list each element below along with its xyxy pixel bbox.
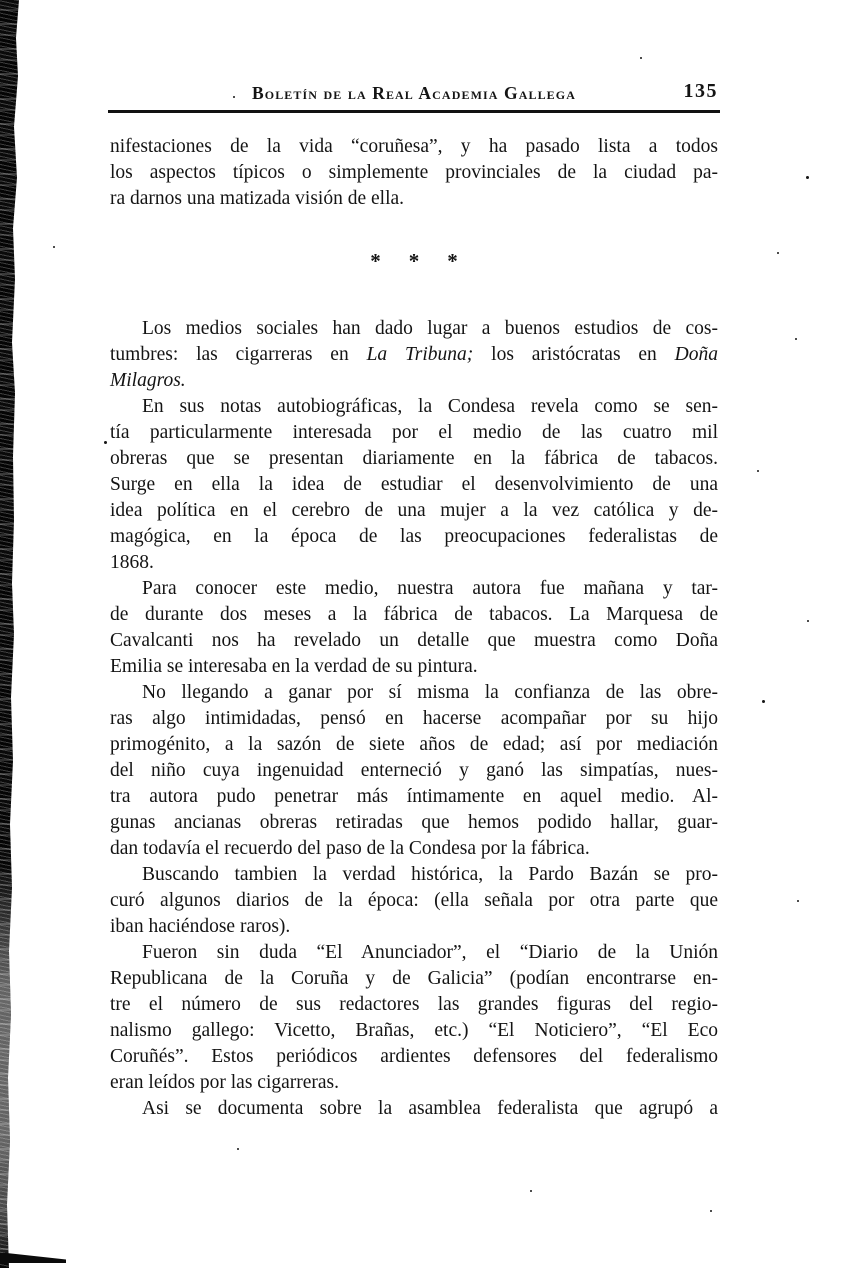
paragraph (110, 940, 718, 1096)
scan-speck (530, 1190, 532, 1192)
text-line: ra darnos una matizada visión de ella. (110, 188, 405, 209)
scan-speck (806, 176, 809, 179)
text-line: tre el número de sus redactores las grandes figuras del regio- (110, 994, 718, 1015)
text-line: En sus notas autobiográficas, la Condesa revela como se sen- (142, 396, 718, 417)
text-line: Fueron sin duda “El Anunciador”, el “Diario de la Unión (142, 942, 718, 963)
text-line: tumbres: las cigarreras en La Tribuna; los aristócratas en Doña (110, 344, 718, 365)
text-line: primogénito, a la sazón de siete años de edad; así por mediación (110, 734, 718, 755)
text-line: 1868. (110, 552, 154, 573)
italic-text: Doña (674, 344, 718, 365)
text-line: del niño cuya ingenuidad enterneció y ganó las simpatías, nues- (110, 760, 718, 781)
italic-text: La Tribuna; (366, 344, 474, 365)
text-line: Buscando tambien la verdad histórica, la Pardo Bazán se pro- (142, 864, 718, 885)
scan-speck (797, 900, 799, 902)
text-line: obreras que se presentan diariamente en la fábrica de tabacos. (110, 448, 718, 469)
scan-speck (795, 338, 797, 340)
text-block (110, 134, 718, 1122)
paragraph (110, 316, 718, 394)
book-gutter-shadow (0, 0, 20, 1268)
text-line: curó algunos diarios de la época: (ella señala por otra parte que (110, 890, 718, 911)
scan-speck (762, 700, 765, 703)
journal-title: Boletín de la Real Academia Gallega (251, 83, 576, 103)
paragraph (110, 862, 718, 940)
book-gutter-foot-mark (0, 1253, 66, 1263)
page-number: 135 (683, 80, 718, 102)
paragraph (110, 134, 718, 212)
scan-speck (233, 96, 235, 98)
scan-speck (710, 1210, 712, 1212)
text-line: eran leídos por las cigarreras. (110, 1072, 340, 1093)
text-line: magógica, en la época de las preocupaciones federalistas de (110, 526, 718, 547)
header-rule (108, 110, 720, 113)
text-line: los aspectos típicos o simplemente provinciales de la ciudad pa- (110, 162, 718, 183)
text-line: ras algo intimidadas, pensó en hacerse acompañar por su hijo (110, 708, 718, 729)
text-line: Asi se documenta sobre la asamblea federalista que agrupó a (142, 1098, 718, 1119)
paragraph (110, 576, 718, 680)
section-separator (110, 248, 718, 274)
text-line: dan todavía el recuerdo del paso de la Condesa por la fábrica. (110, 838, 590, 859)
text-line: nifestaciones de la vida “coruñesa”, y ha pasado lista a todos (110, 136, 718, 157)
text-line: Los medios sociales han dado lugar a buenos estudios de cos- (142, 318, 718, 339)
paragraph (110, 394, 718, 576)
text-line: idea política en el cerebro de una mujer a la vez católica y de- (110, 500, 718, 521)
asterisk: * (408, 249, 420, 273)
text-line: tra autora pudo penetrar más íntimamente en aquel medio. Al- (110, 786, 718, 807)
scan-speck (777, 252, 779, 254)
scan-speck (807, 620, 809, 622)
scan-speck (757, 470, 759, 472)
scan-speck (640, 57, 642, 59)
text-line: Republicana de la Coruña y de Galicia” (podían encontrarse en- (110, 968, 718, 989)
text-line: iban haciéndose raros). (110, 916, 291, 937)
asterisk: * (447, 249, 458, 273)
text-line: Cavalcanti nos ha revelado un detalle que muestra como Doña (110, 630, 718, 651)
text-line: Surge en ella la idea de estudiar el desenvolvimiento de una (110, 474, 718, 495)
scan-speck (53, 246, 55, 248)
scan-speck (104, 441, 107, 444)
paragraph (110, 1096, 718, 1122)
paragraph (110, 680, 718, 862)
text-line (110, 368, 718, 394)
text-line: de durante dos meses a la fábrica de tabacos. La Marquesa de (110, 604, 718, 625)
running-header (110, 80, 718, 107)
text-line: Emilia se interesaba en la verdad de su pintura. (110, 656, 478, 677)
text-line: Coruñés”. Estos periódicos ardientes defensores del federalismo (110, 1046, 718, 1067)
scan-speck (237, 1148, 239, 1150)
text-line: tía particularmente interesada por el medio de las cuatro mil (110, 422, 718, 443)
italic-text: Milagros. (110, 370, 186, 391)
text-line: gunas ancianas obreras retiradas que hemos podido hallar, guar- (110, 812, 718, 833)
text-line: No llegando a ganar por sí misma la confianza de las obre- (142, 682, 718, 703)
asterisk: * (370, 249, 381, 273)
text-line: Para conocer este medio, nuestra autora fue mañana y tar- (142, 578, 718, 599)
text-line: nalismo gallego: Vicetto, Brañas, etc.) “El Noticiero”, “El Eco (110, 1020, 718, 1041)
